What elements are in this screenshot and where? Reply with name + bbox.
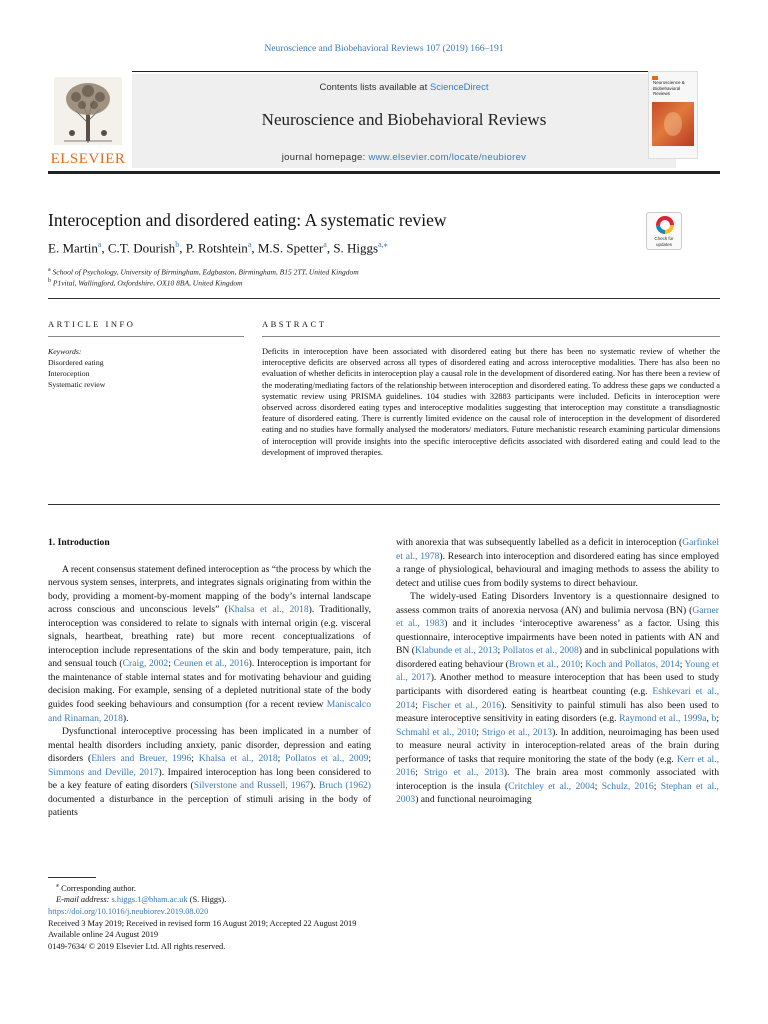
paragraph-text: ). Impaired interoception has long been considered to be a key feature of eating disorders ( xyxy=(48,766,371,792)
citation-link[interactable]: Koch and Pollatos, 2014 xyxy=(585,658,680,670)
paragraph-text: ). Sensitivity to painful stimuli has also been used to measure interoceptive sensitivity in eating disorders (e.g. xyxy=(396,699,719,725)
footnotes xyxy=(48,881,720,952)
citation-link[interactable]: b xyxy=(711,713,717,725)
abstract-divider xyxy=(48,504,720,505)
footnote-rule xyxy=(48,877,96,878)
article-info-heading: ARTICLE INFO xyxy=(48,319,136,329)
citation-link[interactable]: Kerr et al., 2016 xyxy=(396,753,719,779)
paragraph-text: documented a disturbance in the perception of stimuli arising in the body of patients xyxy=(48,793,371,819)
masthead-top-rule xyxy=(132,71,676,72)
paragraph-text: A recent consensus statement defined interoception as “the process by which the nervous system senses, interprets, and integrates signals originating from within the body, providing a moment-by-moment mapping of the body’s internal landscape across conscious and unconscious levels” ( xyxy=(48,563,371,616)
author-list: E. Martin$^a$, C.T. Dourish$^b$, P. Rotshtein$^a$, M.S. Spetter$^a$, S. Higgs$^{a,⁎}$ xyxy=(48,240,388,256)
paragraph-text: ; xyxy=(594,780,602,792)
homepage-prefix: journal homepage: xyxy=(281,152,369,163)
corresponding-star: ⁎ xyxy=(56,883,59,889)
citation-link[interactable]: Critchley et al., 2004 xyxy=(508,780,595,792)
citation-link[interactable]: Garner et al., 1983 xyxy=(396,604,719,630)
author-affiliation-marker[interactable]: a,⁎ xyxy=(378,240,388,249)
paragraph-text: ). In addition, neuroimaging has been used to measure neural activity in interoception-related areas of the brain during performance of tasks that require monitoring the state of the body (e.g. xyxy=(396,726,719,765)
elsevier-logo xyxy=(48,77,128,167)
paragraph-text: ; xyxy=(497,645,503,657)
paragraph-text: ). Interoception is important for the maintenance of stable internal states and for motivating behaviour and guiding decision making. For example, sensing of a depleted nutritional state of the body guides food seeking behaviours and consumption (for a recent review xyxy=(48,658,371,711)
paragraph-text: ). The brain area most commonly associated with interoception is the insula ( xyxy=(396,767,720,792)
citation-link[interactable]: Stephan et al., 2003 xyxy=(396,780,719,806)
right-paragraphs xyxy=(396,536,719,807)
paragraph-text: ; xyxy=(653,780,661,792)
citation-link[interactable]: Maniscalco and Rinaman, 2018 xyxy=(48,699,371,724)
email-label: E-mail address: xyxy=(56,895,112,905)
keywords-label: Keywords: xyxy=(48,347,82,356)
elsevier-wordmark: ELSEVIER xyxy=(50,151,126,167)
body-paragraph xyxy=(48,563,371,726)
header-divider xyxy=(48,298,720,299)
citation-link[interactable]: Raymond et al., 1999a xyxy=(619,713,707,725)
keyword-item: Interoception xyxy=(48,369,90,378)
citation-link[interactable]: Strigo et al., 2013 xyxy=(481,726,553,738)
journal-title: Neuroscience and Biobehavioral Reviews xyxy=(261,110,547,129)
citation-link[interactable]: Simmons and Deville, 2017 xyxy=(48,766,159,778)
crossmark-icon xyxy=(656,216,674,234)
citation-link[interactable]: Fischer et al., 2016 xyxy=(422,699,502,711)
paragraph-text: The widely-used Eating Disorders Inventory is a questionnaire designed to assess common traits of anorexia nervosa (AN) and bulimia nervosa (BN) ( xyxy=(396,591,719,616)
corresponding-text: Corresponding author. xyxy=(61,883,136,893)
cover-journal-name: Neuroscience & Biobehavioral Reviews xyxy=(653,80,685,96)
author-affiliation-marker[interactable]: a xyxy=(97,240,102,249)
citation-link[interactable]: Pollatos et al., 2009 xyxy=(285,753,369,765)
keyword-item: Systematic review xyxy=(48,380,106,389)
affiliation-a-text: School of Psychology, University of Birmingham, Edgbaston, Birmingham, B15 2TT, United Kingdom xyxy=(52,267,359,277)
citation-link[interactable]: Khalsa et al., 2018 xyxy=(227,604,309,616)
body-paragraph xyxy=(396,536,719,590)
paragraph-text: ) and functional neuroimaging xyxy=(415,794,532,806)
paragraph-text: ; xyxy=(368,753,371,765)
citation-link[interactable]: Silverstone and Russell, 1967 xyxy=(193,780,311,792)
article-info-rule xyxy=(48,336,244,337)
available-online: Available online 24 August 2019 xyxy=(48,930,159,940)
paragraph-text: ) and it includes ‘interoceptive awareness’ as a factor. Using this questionnaire, interoceptive impairments have been noted in patients with AN and BN ( xyxy=(396,618,719,657)
paragraph-text: ; xyxy=(580,658,586,670)
email-link[interactable]: s.higgs.1@bham.ac.uk xyxy=(111,895,188,905)
body-paragraph xyxy=(48,725,371,820)
paragraph-text: ; xyxy=(277,753,286,765)
paragraph-text: ). xyxy=(122,712,129,724)
doi-link[interactable]: https://doi.org/10.1016/j.neubiorev.2019.08.020 xyxy=(48,906,209,916)
citation-link[interactable]: Garfinkel et al., 1978 xyxy=(396,537,719,562)
corresponding-author-note xyxy=(48,881,720,894)
author-name: C.T. Dourish xyxy=(107,240,176,256)
journal-reference[interactable]: Neuroscience and Biobehavioral Reviews 107 (2019) 166–191 xyxy=(264,44,504,54)
abstract-rule xyxy=(262,336,720,337)
keywords-block xyxy=(48,346,244,390)
affiliation-b xyxy=(48,278,648,288)
citation-link[interactable]: Strigo et al., 2013 xyxy=(424,767,504,779)
citation-link[interactable]: Bruch (1962) xyxy=(318,780,371,792)
citation-link[interactable]: Craig, 2002 xyxy=(122,658,169,670)
affiliation-a xyxy=(48,267,648,277)
paragraph-text: with anorexia that was subsequently labelled as a deficit in interoception ( xyxy=(396,537,683,548)
paragraph-text: ) and in subclinical populations with disordered eating behaviour ( xyxy=(396,645,719,670)
body-paragraph xyxy=(396,590,719,807)
body-column-left xyxy=(48,536,371,820)
citation-link[interactable]: Ehlers and Breuer, 1996 xyxy=(91,753,192,765)
citation-link[interactable]: Khalsa et al., 2018 xyxy=(198,753,278,765)
author-affiliation-marker[interactable]: a xyxy=(323,240,327,249)
author-affiliation-marker[interactable]: b xyxy=(175,240,180,249)
paragraph-text: ; xyxy=(168,658,174,670)
cover-image xyxy=(652,102,694,146)
section-title: 1. Introduction xyxy=(48,537,110,548)
paragraph-text: ). Research into interoception and disordered eating has since employed a range of physiological, behavioural and imaging methods to assess the ability to detect and utilise cues from bodily systems to direct behaviour. xyxy=(396,550,719,589)
crossmark-label: Check for updates xyxy=(654,236,674,247)
homepage-line xyxy=(132,152,676,163)
paragraph-text: ; xyxy=(716,713,719,725)
author-affiliation-marker[interactable]: a xyxy=(247,240,252,249)
author-name: S. Higgs xyxy=(333,240,379,256)
affiliation-b-text: P1vital, Wallingford, Oxfordshire, OX10 8BA, United Kingdom xyxy=(52,278,243,288)
masthead-bottom-rule xyxy=(48,171,720,174)
abstract-heading: ABSTRACT xyxy=(262,319,327,329)
sciencedirect-link[interactable]: ScienceDirect xyxy=(429,82,489,93)
copyright: 0149-7634/ © 2019 Elsevier Ltd. All rights reserved. xyxy=(48,941,226,951)
author-name: P. Rotshtein xyxy=(185,240,248,256)
citation-link[interactable]: Brown et al., 2010 xyxy=(508,658,581,670)
abstract-text: Deficits in interoception have been associated with disordered eating but there has been no systematic review of whether the interoceptive deficits are observed across all types of disordered eating and across interoceptive modalities. There has also been no evaluation of whether deficits in interoception play a causal role in the development of disordered eating. Nor has there been a review of the moderating/mediating factors of the relationship between interoception and disordered eating. To address these gaps we conducted a systematic review using PRISMA guidelines. 104 studies with 32883 participants were included. Deficits in interoception were observed across disordered eating types and interoceptive modalities suggesting that interoception may constitute a transdiagnostic feature of disordered eating. There is currently limited evidence on the causal role of interoception in the development of disordered eating and no studies have formally analysed the moderators/ mediators. Future mechanistic research examining particular dimensions of interoception will provide insights into the specific interoceptive deficits associated with disordered eating and could lead to the development of improved therapies. xyxy=(262,347,720,457)
paragraph-text: ; xyxy=(415,767,425,779)
citation-link[interactable]: Pollatos et al., 2008 xyxy=(502,645,579,657)
left-paragraphs xyxy=(48,563,371,820)
author-name: M.S. Spetter xyxy=(257,240,324,256)
paragraph-text: Dysfunctional interoceptive processing has been implicated in a number of mental health disorders including anxiety, panic disorder, depression and eating disorders ( xyxy=(48,726,371,765)
check-for-updates-badge[interactable] xyxy=(646,212,682,250)
citation-link[interactable]: Young et al., 2017 xyxy=(396,658,719,684)
paragraph-text: ). Traditionally, interoception was considered to relate to signals with internal origin (e.g. visceral signals, heartbeat, breathing rate) but more recent conceptualizations of interoception include representations of the skin and body temperature, pain, itch and sensual touch ( xyxy=(48,604,372,670)
body-column-right xyxy=(396,536,719,807)
contents-prefix: Contents lists available at xyxy=(319,82,430,93)
affiliation-b-marker: b xyxy=(48,278,51,284)
paragraph-text: ; xyxy=(679,658,685,670)
elsevier-tree-icon xyxy=(54,77,122,145)
journal-cover-thumbnail xyxy=(648,71,698,159)
affiliation-a-marker: a xyxy=(48,267,51,273)
paragraph-text: ; xyxy=(191,753,199,765)
homepage-link[interactable]: www.elsevier.com/locate/neubiorev xyxy=(368,152,527,163)
paragraph-text: ). xyxy=(310,780,319,792)
received-dates: Received 3 May 2019; Received in revised form 16 August 2019; Accepted 22 August 2019 xyxy=(48,918,357,928)
email-note xyxy=(48,894,720,906)
citation-link[interactable]: Eshkevari et al., 2014 xyxy=(396,686,719,711)
masthead xyxy=(48,71,720,171)
masthead-band xyxy=(132,74,676,168)
paragraph-text: ; xyxy=(415,699,423,711)
contents-line xyxy=(132,82,676,93)
keyword-item: Disordered eating xyxy=(48,358,104,367)
citation-link[interactable]: Schulz, 2016 xyxy=(601,780,654,792)
email-suffix: (S. Higgs). xyxy=(187,895,227,905)
citation-link[interactable]: Klabunde et al., 2013 xyxy=(414,645,498,657)
paragraph-text: ; xyxy=(476,726,482,738)
article-title: Interoception and disordered eating: A systematic review xyxy=(48,210,447,230)
paragraph-text: ). Another method to measure interoception that has been used to study participants with disordered eating is heartbeat counting (e.g. xyxy=(396,672,719,698)
citation-link[interactable]: Schmahl et al., 2010 xyxy=(396,726,477,738)
author-name: E. Martin xyxy=(48,240,98,256)
citation-link[interactable]: Ceunen et al., 2016 xyxy=(173,658,249,670)
paragraph-text: , xyxy=(706,713,712,725)
